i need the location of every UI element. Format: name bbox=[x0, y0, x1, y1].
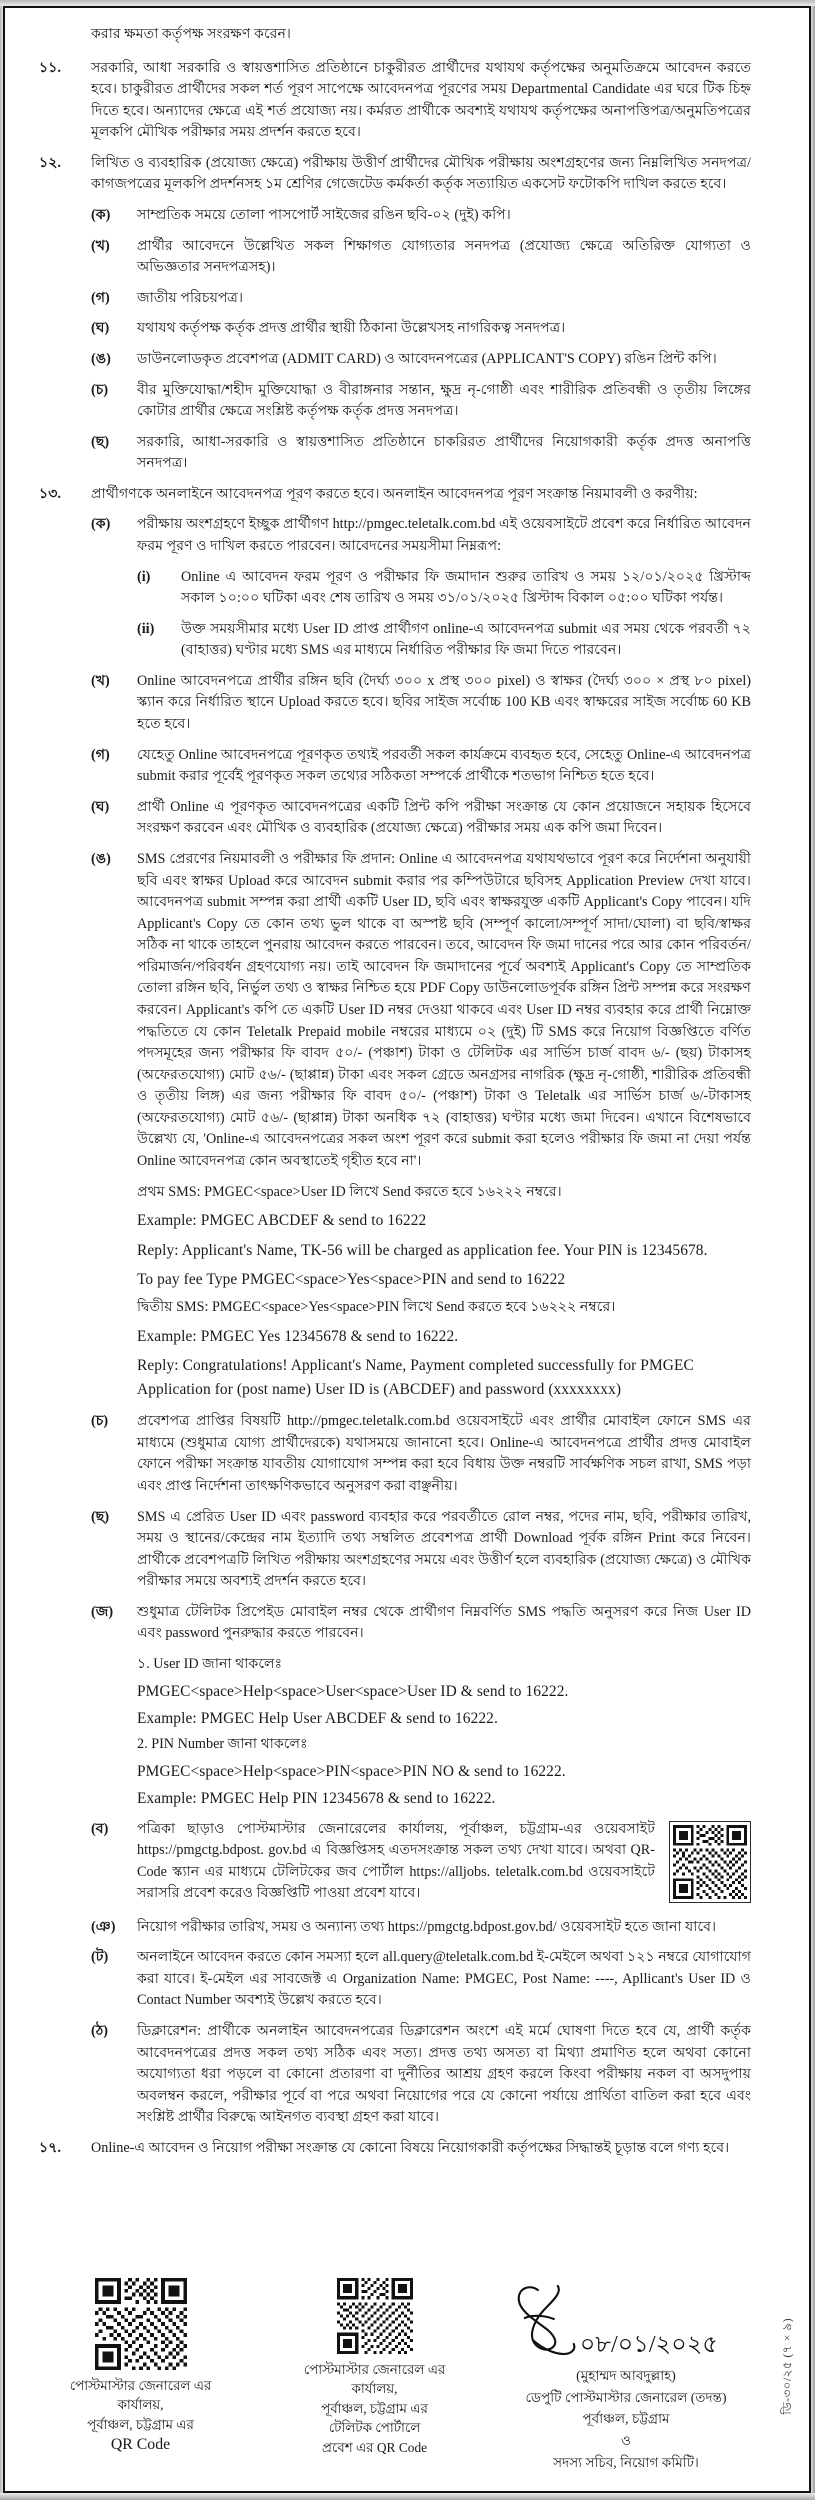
clause-12-sub-uma bbox=[33, 349, 751, 371]
recovery-line-userid-label: ১. User ID জানা থাকলেঃ bbox=[137, 1655, 283, 1672]
clause-13-marker: ১৩. bbox=[39, 485, 61, 502]
recovery-line-pin-label: 2. PIN Number জানা থাকলেঃ bbox=[137, 1736, 308, 1753]
qr-code-icon bbox=[673, 1825, 747, 1899]
sms-line-pay-fee: To pay fee Type PMGEC<space>Yes<space>PIN and send to 16222 bbox=[137, 1270, 566, 1288]
sub-text: নিয়োগ পরীক্ষার তারিখ, সময় ও অন্যান্য তথ্য https://pmgctg.bdpost.gov.bd/ ওয়েবসাইট হতে জানা যাবে। bbox=[137, 1918, 717, 1935]
sub-marker: (ক) bbox=[91, 207, 111, 224]
qr-code-icon bbox=[95, 2278, 187, 2370]
clause-12-marker: ১২. bbox=[39, 154, 61, 171]
roman-text: Online এ আবেদন ফরম পূরণ ও পরীক্ষার ফি জমাদান শুরুর তারিখ ও সময় ১২/০১/২০২৫ খ্রিস্টাব্দ সকাল ১০:০০ ঘটিকা এবং শেষ তারিখ ও সময় ৩১/০১/২০২৫ খ্রিস্টাব্দ বিকাল ০৫:০০ ঘটিকা পর্যন্ত। bbox=[181, 568, 751, 607]
roman-marker: (ii) bbox=[137, 620, 155, 637]
clause-13-sub-chha bbox=[33, 1507, 751, 1593]
sub-text: SMS প্রেরণের নিয়মাবলী ও পরীক্ষার ফি প্রদান: Online এ আবেদনপত্র যথাযথভাবে পূরণ করে নির্দেশনা অনুযায়ী ছবি এবং স্বাক্ষর Upload করে আবেদন submit করার পর কম্পিউটারে ছবিসহ Application Preview দেখা যাবে। আবেদনপত্র submit সম্পন্ন করা প্রার্থী একটি User ID, ছবি এবং স্বাক্ষরযুক্ত একটি Applicant's Copy পাবেন। যদি Applicant's Copy তে কোন তথ্য ভুল থাকে বা অস্পষ্ট ছবি (সম্পূর্ণ কালো/সম্পূর্ণ সাদা/ঘোলা) বা ছবি/স্বাক্ষর সঠিক না থাকে তাহলে পুনরায় আবেদন করতে পারবেন। তবে, আবেদন ফি জমা দানের পরে আর কোন পরিবর্তন/পরিমার্জন/পরিবর্ধন গ্রহণযোগ্য নয়। তাই আবেদন ফি জমাদানের পূর্বে অবশ্যই Applicant's Copy তে সাম্প্রতিক তোলা রঙ্গিন ছবি, নির্ভুল তথ্য ও স্বাক্ষর নিশ্চিত হয়ে PDF Copy ডাউনলোডপূর্বক রঙ্গিন প্রিন্ট সম্পন্ন করে সংরক্ষণ করবেন। Applicant's কপি তে একটি User ID নম্বর দেওয়া থাকবে এবং User ID নম্বর ব্যবহার করে প্রার্থী নিম্নোক্ত পদ্ধতিতে যে কোন Teletalk Prepaid mobile নম্বরের মাধ্যমে ০২ (দুই) টি SMS করে নিয়োগ বিজ্ঞপ্তিতে বর্ণিত পদসমূহের জন্য পরীক্ষার ফি বাবদ ৫০/- (পঞ্চাশ) টাকা ও টেলিটক এর সার্ভিস চার্জ বাবদ ৬/- (ছয়) টাকাসহ (অফেরতযোগ্য) মোট ৫৬/- (ছাপ্পান্ন) টাকা এবং সকল গ্রেডে অনগ্রসর নাগরিক (ক্ষুদ্র নৃ-গোষ্ঠী, শারীরিক প্রতিবন্ধী ও তৃতীয় লিঙ্গ) এর জন্য পরীক্ষার ফি বাবদ ৫০/- (পঞ্চাশ) টাকা ও Teletalk এর সার্ভিস চার্জ ৬/-টাকাসহ (অফেরতযোগ্য) মোট ৫৬/- (ছাপ্পান্ন) টাকা অনধিক ৭২ (বাহাত্তর) ঘণ্টার মধ্যে জমা দিবেন। এখানে বিশেষভাবে উল্লেখ্য যে, 'Online-এ আবেদনপত্রের সকল অংশ পূরণ করে submit করা হলেও পরীক্ষার ফি জমা না দেয়া পর্যন্ত Online আবেদনপত্র কোন অবস্থাতেই গৃহীত হবে না'। bbox=[137, 850, 751, 1170]
footer-qr-portal-block bbox=[267, 2278, 482, 2457]
footer-caption-line: কার্যালয়, bbox=[351, 2381, 398, 2397]
footer-caption-line: কার্যালয়, bbox=[117, 2397, 164, 2413]
inline-qr-code-container bbox=[669, 1821, 751, 1908]
clause-13-sub-uma bbox=[33, 849, 751, 1173]
sub-text: জাতীয় পরিচয়পত্র। bbox=[137, 289, 244, 306]
sub-marker: (গ) bbox=[91, 746, 110, 763]
clause-13-sub-tha bbox=[33, 2021, 751, 2129]
footer-caption-qrcode-label: প্রবেশ এর QR Code bbox=[321, 2439, 428, 2455]
sub-text: অনলাইনে আবেদন করতে কোন সমস্যা হলে all.query@teletalk.com.bd ই-মেইলে অথবা ১২১ নম্বরে যোগাযোগ করা যাবে। ই-মেইল এর সাবজেক্ট এ Organization Name: PMGEC, Post Name: ----, Apllicant's User ID ও Contact Number অবশ্যই উল্লেখ করতে হবে। bbox=[137, 1949, 751, 2009]
clause-13-sub-cha bbox=[33, 1411, 751, 1497]
sub-text: পরীক্ষায় অংশগ্রহণে ইচ্ছুক প্রার্থীগণ http://pmgec.teletalk.com.bd এই ওয়েবসাইটে প্রবেশ করে নির্ধারিত আবেদন ফরম পূরণ ও দাখিল করতে পারবেন। আবেদনের সময়সীমা নিম্নরূপ: bbox=[137, 516, 751, 554]
sub-marker: (ঞ) bbox=[91, 1918, 116, 1935]
sub-marker: (ঙ) bbox=[91, 350, 111, 367]
sub-text: সাম্প্রতিক সময়ে তোলা পাসপোর্ট সাইজের রঙিন ছবি-০২ (দুই) কপি। bbox=[137, 207, 511, 224]
clause-17-text: Online-এ আবেদন ও নিয়োগ পরীক্ষা সংক্রান্ত যে কোনো বিষয়ে নিয়োগকারী কর্তৃপক্ষের সিদ্ধান্তই চূড়ান্ত বলে গণ্য হবে। bbox=[91, 2139, 730, 2156]
footer-qr-left-wrap bbox=[33, 2278, 248, 2370]
sub-marker: (গ) bbox=[91, 289, 110, 306]
clause-12-text: লিখিত ও ব্যবহারিক (প্রযোজ্য ক্ষেত্রে) পরীক্ষায় উত্তীর্ণ প্রার্থীদের মৌখিক পরীক্ষায় অংশগ্রহণের জন্য নিম্নলিখিত সনদপত্র/কাগজপত্রের মূলকপি প্রদর্শনসহ ১ম শ্রেণির গেজেটেড কর্মকর্তা কর্তৃক সত্যায়িত একসেট ফটোকপি দাখিল করতে হবে। bbox=[91, 154, 751, 193]
continuation-text: করার ক্ষমতা কর্তৃপক্ষ সংরক্ষণ করেন। bbox=[91, 26, 291, 42]
footer-qr-office-block bbox=[33, 2278, 248, 2457]
recovery-line-pin-syntax: PMGEC<space>Help<space>PIN<space>PIN NO & send to 16222. bbox=[137, 1762, 566, 1780]
clause-13-sub-ba bbox=[33, 1819, 751, 1908]
sub-text: ডাউনলোডকৃত প্রবেশপত্র (ADMIT CARD) ও আবেদনপত্রের (APPLICANT'S COPY) রঙিন প্রিন্ট কপি। bbox=[137, 350, 717, 367]
sms-line-second: দ্বিতীয় SMS: PMGEC<space>Yes<space>PIN লিখে Send করতে হবে ১৬২২২ নম্বরে। bbox=[137, 1299, 616, 1316]
sub-text: বীর মুক্তিযোদ্ধা/শহীদ মুক্তিযোদ্ধা ও বীরাঙ্গনার সন্তান, ক্ষুদ্র নৃ-গোষ্ঠী এবং শারীরিক প্রতিবন্ধী ও তৃতীয় লিঙ্গের কোটার প্রার্থীর ক্ষেত্রে সংশ্লিষ্ট কর্তৃপক্ষ কর্তৃক প্রদত্ত সনদপত্র। bbox=[137, 381, 751, 420]
sub-text: প্রার্থীর আবেদনে উল্লেখিত সকল শিক্ষাগত যোগ্যতার সনদপত্র (প্রযোজ্য ক্ষেত্রে অতিরিক্ত যোগ্যতা ও অভিজ্ঞতার সনদপত্রসহ)। bbox=[137, 237, 751, 276]
clause-12-sub-cha bbox=[33, 380, 751, 423]
sub-marker: (ট) bbox=[91, 1949, 109, 1966]
clause-12 bbox=[33, 153, 751, 196]
clause-13-sub-ja bbox=[33, 1602, 751, 1645]
sub-marker: (জ) bbox=[91, 1603, 114, 1620]
recovery-line-userid-example: Example: PMGEC Help User ABCDEF & send to 16222. bbox=[137, 1709, 498, 1727]
signatory-conjunction: ও bbox=[620, 2433, 631, 2449]
sub-text: শুধুমাত্র টেলিটক প্রিপেইড মোবাইল নম্বর থেকে প্রার্থীগণ নিম্নবর্ণিত SMS পদ্ধতি অনুসরণ করে নিজ User ID এবং password পুনরুদ্ধার করতে পারবেন। bbox=[137, 1603, 751, 1642]
sub-text: সরকারি, আধা-সরকারি ও স্বায়ত্তশাসিত প্রতিষ্ঠানে চাকরিরত প্রার্থীদের নিয়োগকারী কর্তৃক প্রদত্ত অনাপত্তি সনদপত্র। bbox=[137, 433, 751, 472]
signatory-name: (মুহাম্মদ আবদুল্লাহ) bbox=[576, 2368, 676, 2383]
handwritten-signature bbox=[501, 2278, 751, 2364]
footer-caption-line: পোস্টমাস্টার জেনারেল এর bbox=[69, 2378, 212, 2393]
roman-marker: (i) bbox=[137, 568, 151, 585]
sub-marker: (ক) bbox=[91, 516, 111, 533]
clause-12-sub-kha bbox=[33, 236, 751, 279]
footer-caption-line: পূর্বাঞ্চল, চট্টগ্রাম এর bbox=[87, 2416, 194, 2432]
sms-line-reply-2: Reply: Congratulations! Applicant's Name, Payment completed successfully for PMGEC Application for (post name) User ID is (ABCDEF) and password (xxxxxxxx) bbox=[137, 1357, 694, 1398]
signature-date-text: ০৮/০১/২০২৫ bbox=[579, 2332, 718, 2358]
qr-code-icon bbox=[337, 2278, 413, 2354]
sub-marker: (চ) bbox=[91, 1413, 109, 1430]
clause-12-sub-ga bbox=[33, 288, 751, 310]
clause-17-marker: ১৭. bbox=[39, 2139, 61, 2156]
clause-13-sub-ka bbox=[33, 514, 751, 557]
roman-text: উক্ত সময়সীমার মধ্যে User ID প্রাপ্ত প্রার্থীগণ online-এ আবেদনপত্র submit এর সময় থেকে পরবর্তী ৭২ (বাহাত্তর) ঘণ্টার মধ্যে SMS এর মাধ্যমে নির্ধারিত পরীক্ষার ফি জমা দিতে পারবেন। bbox=[181, 620, 751, 659]
sub-marker: (খ) bbox=[91, 672, 110, 689]
continuation-paragraph bbox=[33, 24, 751, 46]
clause-13-roman-ii bbox=[33, 619, 751, 662]
page-bottom-edge bbox=[0, 2493, 815, 2500]
sub-marker: (ব) bbox=[91, 1820, 109, 1837]
clause-12-sub-ka bbox=[33, 205, 751, 227]
sub-marker: (ঙ) bbox=[91, 850, 111, 867]
clause-13-sub-gha bbox=[33, 797, 751, 840]
sms-line-reply-1: Reply: Applicant's Name, TK-56 will be charged as application fee. Your PIN is 12345678. bbox=[137, 1241, 708, 1259]
document-footer bbox=[33, 2278, 751, 2473]
sub-text: যথাযথ কর্তৃপক্ষ কর্তৃক প্রদত্ত প্রার্থীর স্থায়ী ঠিকানা উল্লেখসহ নাগরিকত্ব সনদপত্র। bbox=[137, 320, 566, 337]
clause-13 bbox=[33, 484, 751, 506]
clause-13-text: প্রার্থীগণকে অনলাইনে আবেদনপত্র পূরণ করতে হবে। অনলাইন আবেদনপত্র পূরণ সংক্রান্ত নিয়মাবলী ও করণীয়: bbox=[91, 485, 698, 502]
recovery-line-pin-example: Example: PMGEC Help PIN 12345678 & send to 16222. bbox=[137, 1790, 496, 1808]
footer-caption-line: পোস্টমাস্টার জেনারেল এর bbox=[303, 2362, 446, 2377]
sub-text: যেহেতু Online আবেদনপত্রে পূরণকৃত তথ্যই পরবর্তী সকল কার্যক্রমে ব্যবহৃত হবে, সেহেতু Online-এ আবেদনপত্র submit করার পূর্বেই পূরণকৃত সকল তথ্যের সঠিকতা সম্পর্কে প্রার্থীকে শতভাগ নিশ্চিত হতে হবে। bbox=[137, 746, 751, 785]
document-content bbox=[33, 24, 751, 2169]
clause-11 bbox=[33, 58, 751, 144]
sub-marker: (ঘ) bbox=[91, 798, 110, 815]
page-right-edge bbox=[811, 6, 815, 2493]
footer-qr-middle-wrap bbox=[267, 2278, 482, 2354]
sub-text: SMS এ প্রেরিত User ID এবং password ব্যবহার করে পরবর্তীতে রোল নম্বর, পদের নাম, ছবি, পরীক্ষার তারিখ, সময় ও স্থানের/কেন্দ্রের নাম ইত্যাদি তথ্য সম্বলিত প্রবেশপত্র প্রার্থী Download পূর্বক রঙ্গিন Print করে নিবেন। প্রার্থীকে প্রবেশপত্রটি লিখিত পরীক্ষায় অংশগ্রহণের সময়ে এবং উত্তীর্ণ হলে ব্যবহারিক (প্রযোজ্য ক্ষেত্রে) ও মৌখিক পরীক্ষার সময়ে অবশ্যই প্রদর্শন করতে হবে। bbox=[137, 1508, 751, 1590]
footer-caption-line: টেলিটক পোর্টালে bbox=[328, 2420, 421, 2436]
clause-13-roman-i bbox=[33, 567, 751, 610]
signature-icon bbox=[502, 2278, 732, 2364]
sub-marker: (ঘ) bbox=[91, 320, 110, 337]
clause-11-marker: ১১. bbox=[39, 59, 61, 76]
clause-12-sub-chha bbox=[33, 432, 751, 475]
page-border bbox=[3, 6, 811, 2493]
clause-13-sub-kha bbox=[33, 671, 751, 736]
clause-13-sub-nna bbox=[33, 1917, 751, 1939]
qr-code-box bbox=[669, 1821, 751, 1903]
sub-text: প্রবেশপত্র প্রাপ্তির বিষয়টি http://pmgec.teletalk.com.bd ওয়েবসাইটে এবং প্রার্থীর মোবাইল ফোনে SMS এর মাধ্যমে (শুধুমাত্র যোগ্য প্রার্থীদেরকে) যথাসময়ে জানানো হবে। Online-এ আবেদনপত্রে প্রার্থীর প্রদত্ত মোবাইল ফোনে পরীক্ষা সংক্রান্ত যাবতীয় যোগাযোগ সম্পন্ন করা হবে বিধায় উক্ত নম্বরটি সার্বক্ষণিক সচল রাখা, SMS পড়া এবং প্রাপ্ত নির্দেশনা তাৎক্ষণিকভাবে অনুসরণ করা বাঞ্ছনীয়। bbox=[137, 1413, 751, 1494]
recovery-line-userid-syntax: PMGEC<space>Help<space>User<space>User ID & send to 16222. bbox=[137, 1682, 569, 1700]
clause-11-text: সরকারি, আধা সরকারি ও স্বায়ত্তশাসিত প্রতিষ্ঠানে চাকুরীরত প্রার্থীদের যথাযথ কর্তৃপক্ষের অনুমতিক্রমে আবেদন করতে হবে। চাকুরীরত প্রার্থীদের সকল শর্ত পূরণ সাপেক্ষে আবেদনপত্র পূরণের সময় Departmental Candidate এর ঘরে টিক চিহ্ন দিতে হবে। অন্যাদের ক্ষেত্রে এই শর্ত প্রযোজ্য নয়। কর্মরত প্রার্থীকে অবশ্যই যথাযথ কর্তৃপক্ষের অনাপত্তিপত্র/অনুমতিপত্রের মূলকপি মৌখিক পরীক্ষার সময় প্রদর্শন করতে হবে। bbox=[91, 59, 751, 141]
footer-caption-qrcode-label: QR Code bbox=[110, 2436, 171, 2454]
footer-caption-line: পূর্বাঞ্চল, চট্টগ্রাম এর bbox=[321, 2400, 428, 2416]
sub-marker: (খ) bbox=[91, 237, 110, 254]
sms-line-example-1: Example: PMGEC ABCDEF & send to 16222 bbox=[137, 1212, 427, 1230]
sub-marker: (ঠ) bbox=[91, 2023, 109, 2040]
clause-13-sub-ga bbox=[33, 745, 751, 788]
sub-text: ডিক্লারেশন: প্রার্থীকে অনলাইন আবেদনপত্রের ডিক্লারেশন অংশে এই মর্মে ঘোষণা দিতে হবে যে, প্রার্থী কর্তৃক আবেদনপত্রের প্রদত্ত সকল তথ্য সঠিক এবং সত্য। প্রদত্ত তথ্য অসত্য বা মিথ্যা প্রমাণিত হলে অথবা কোনো অযোগ্যতা ধরা পড়লে বা কোনো প্রতারণা বা দুর্নীতির আশ্রয় গ্রহণ করলে কিংবা পরীক্ষায় নকল বা অসদুপায় অবলম্বন করলে, পরীক্ষার পূর্বে বা পরে অথবা নিয়োগের পরে যে কোনো পর্যায়ে প্রার্থিতা বাতিল করা হবে এবং সংশ্লিষ্ট প্রার্থীর বিরুদ্ধে আইনগত ব্যবস্থা গ্রহণ করা যাবে। bbox=[137, 2023, 751, 2126]
sub-marker: (ছ) bbox=[91, 1508, 110, 1525]
signature-block bbox=[501, 2278, 751, 2473]
signatory-designation: ডেপুটি পোস্টমাস্টার জেনারেল (তদন্ত) bbox=[525, 2389, 727, 2405]
sub-marker: (চ) bbox=[91, 381, 109, 398]
sub-text: প্রার্থী Online এ পূরণকৃত আবেদনপত্রের একটি প্রিন্ট কপি পরীক্ষা সংক্রান্ত যে কোন প্রয়োজনে সহায়ক হিসেবে সংরক্ষণ করবেন এবং মৌখিক ও ব্যবহারিক (প্রযোজ্য ক্ষেত্রে) পরীক্ষার সময় এক কপি জমা দিবেন। bbox=[137, 798, 751, 837]
sms-line-example-2: Example: PMGEC Yes 12345678 & send to 16222. bbox=[137, 1327, 459, 1345]
clause-17 bbox=[33, 2138, 751, 2160]
sub-text: Online আবেদনপত্রে প্রার্থীর রঙ্গিন ছবি (দৈর্ঘ্য ৩০০ x প্রস্থ ৩০০ pixel) ও স্বাক্ষর (দৈর্ঘ্য ৩০০ × প্রস্থ ৮০ pixel) স্ক্যান করে নির্ধারিত স্থানে Upload করতে হবে। ছবির সাইজ সর্বোচ্চ 100 KB এবং স্বাক্ষরের সাইজ সর্বোচ্চ 60 KB হতে হবে। bbox=[137, 672, 751, 733]
sms-line-first: প্রথম SMS: PMGEC<space>User ID লিখে Send করতে হবে ১৬২২২ নম্বরে। bbox=[137, 1183, 562, 1200]
signatory-role: সদস্য সচিব, নিয়োগ কমিটি। bbox=[553, 2454, 699, 2470]
page-margin-code: ডি-৩০/২৫ (৭×৯) bbox=[780, 2318, 794, 2415]
clause-12-sub-gha bbox=[33, 318, 751, 340]
sub-text: পত্রিকা ছাড়াও পোস্টমাস্টার জেনারেলের কার্যালয়, পূর্বাঞ্চল, চট্টগ্রাম-এর ওয়েবসাইট https://pmgctg.bdpost. gov.bd এ বিজ্ঞপ্তিসহ এতদসংক্রান্ত সকল তথ্য দেখা যাবে। অথবা QR-Code স্ক্যান এর মাধ্যমে টেলিটকের জব পোর্টাল https://alljobs. teletalk.com.bd ওয়েবসাইটে সরাসরি প্রবেশ করেও বিজ্ঞপ্তিটি পাওয়া প্রবেশ যাবে। bbox=[137, 1820, 655, 1902]
sub-marker: (ছ) bbox=[91, 433, 110, 450]
clause-13-sub-ta bbox=[33, 1947, 751, 2012]
signatory-office: পূর্বাঞ্চল, চট্টগ্রাম bbox=[582, 2411, 670, 2427]
